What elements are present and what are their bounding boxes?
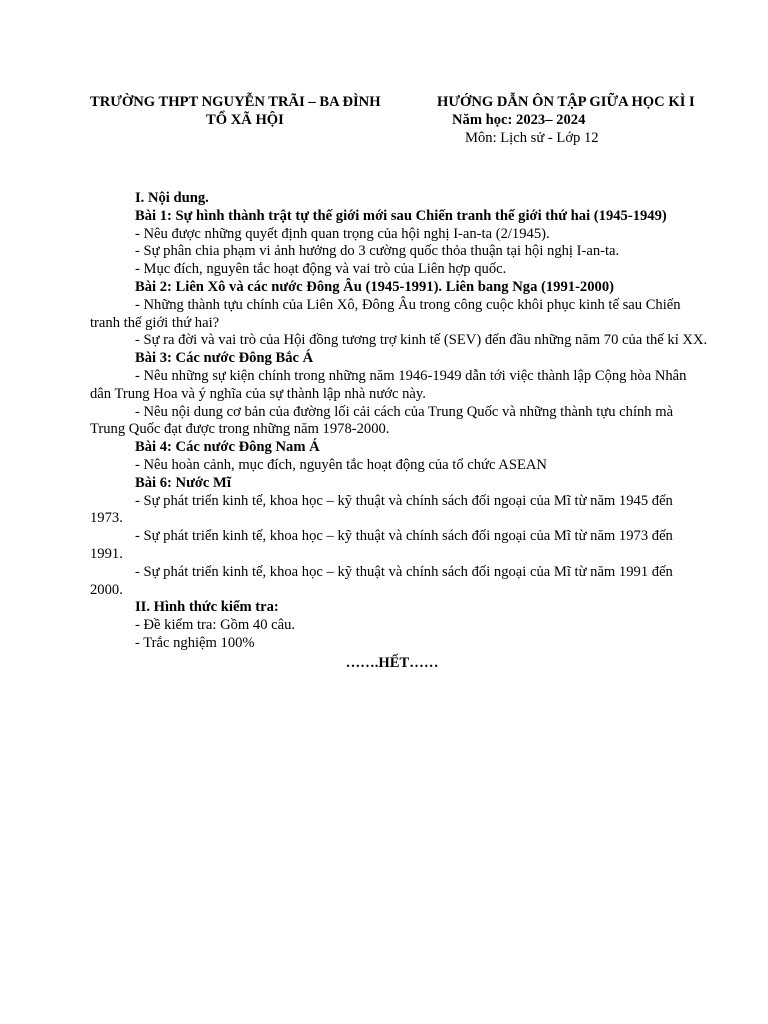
lesson-4-item: - Nêu hoàn cảnh, mục đích, nguyên tắc hoạt động của tổ chức ASEAN (135, 456, 547, 473)
lesson-3-title: Bài 3: Các nước Đông Bắc Á (135, 350, 314, 367)
lesson-6-item: - Sự phát triển kinh tế, khoa học – kỹ thuật và chính sách đối ngoại của Mĩ từ năm 1991 đến 2000. (90, 563, 673, 598)
lesson-3-item: - Nêu những sự kiện chính trong những năm 1946-1949 dẫn tới việc thành lập Cộng hòa Nhân dân Trung Hoa và ý nghĩa của sự thành lập nhà nước này. (90, 367, 687, 402)
lesson-6-item: - Sự phát triển kinh tế, khoa học – kỹ thuật và chính sách đối ngoại của Mĩ từ năm 1945 đến 1973. (90, 492, 673, 527)
lesson-6-item: - Sự phát triển kinh tế, khoa học – kỹ thuật và chính sách đối ngoại của Mĩ từ năm 1973 đến 1991. (90, 528, 673, 562)
lesson-6-title: Bài 6: Nước Mĩ (135, 474, 231, 491)
lesson-1-title: Bài 1: Sự hình thành trật tự thế giới mới sau Chiến tranh thế giới thứ hai (1945-1949) (135, 207, 667, 224)
section-heading-content: I. Nội dung. (135, 190, 209, 206)
school-name: TRƯỜNG THPT NGUYỄN TRÃI – BA ĐÌNH (90, 94, 381, 110)
department-name: TỔ XÃ HỘI (206, 112, 284, 128)
lesson-1-item: - Sự phân chia phạm vi ảnh hưởng do 3 cường quốc thỏa thuận tại hội nghị I-an-ta. (135, 243, 620, 260)
section-heading-exam-format: II. Hình thức kiểm tra: (135, 599, 279, 616)
exam-format-item: - Trắc nghiệm 100% (135, 634, 255, 651)
lesson-1-item: - Mục đích, nguyên tắc hoạt động và vai trò của Liên hợp quốc. (135, 261, 507, 278)
document-title: HƯỚNG DẪN ÔN TẬP GIỮA HỌC KÌ I (437, 94, 695, 110)
lesson-3-item: - Nêu nội dung cơ bản của đường lối cải cách của Trung Quốc và những thành tựu chính mà Trung Quốc đạt được trong những năm 1978-2000. (90, 403, 674, 438)
lesson-1-item: - Nêu được những quyết định quan trọng của hội nghị I-an-ta (2/1945). (135, 225, 550, 242)
lesson-4-title: Bài 4: Các nước Đông Nam Á (135, 439, 320, 456)
subject-line: Môn: Lịch sử - Lớp 12 (465, 130, 599, 146)
end-marker: …….HẾT…… (345, 654, 439, 671)
document-body (90, 190, 708, 673)
lesson-2-item: - Sự ra đời và vai trò của Hội đồng tương trợ kinh tế (SEV) đến đầu những năm 70 của thế kỉ XX. (135, 332, 708, 349)
school-year: Năm học: 2023– 2024 (452, 112, 586, 128)
lesson-2-item: - Những thành tựu chính của Liên Xô, Đông Âu trong công cuộc khôi phục kinh tế sau Chiến tranh thế giới thứ hai? (90, 296, 681, 331)
exam-format-item: - Đề kiểm tra: Gồm 40 câu. (135, 617, 296, 634)
lesson-2-title: Bài 2: Liên Xô và các nước Đông Âu (1945-1991). Liên bang Nga (1991-2000) (135, 278, 614, 295)
